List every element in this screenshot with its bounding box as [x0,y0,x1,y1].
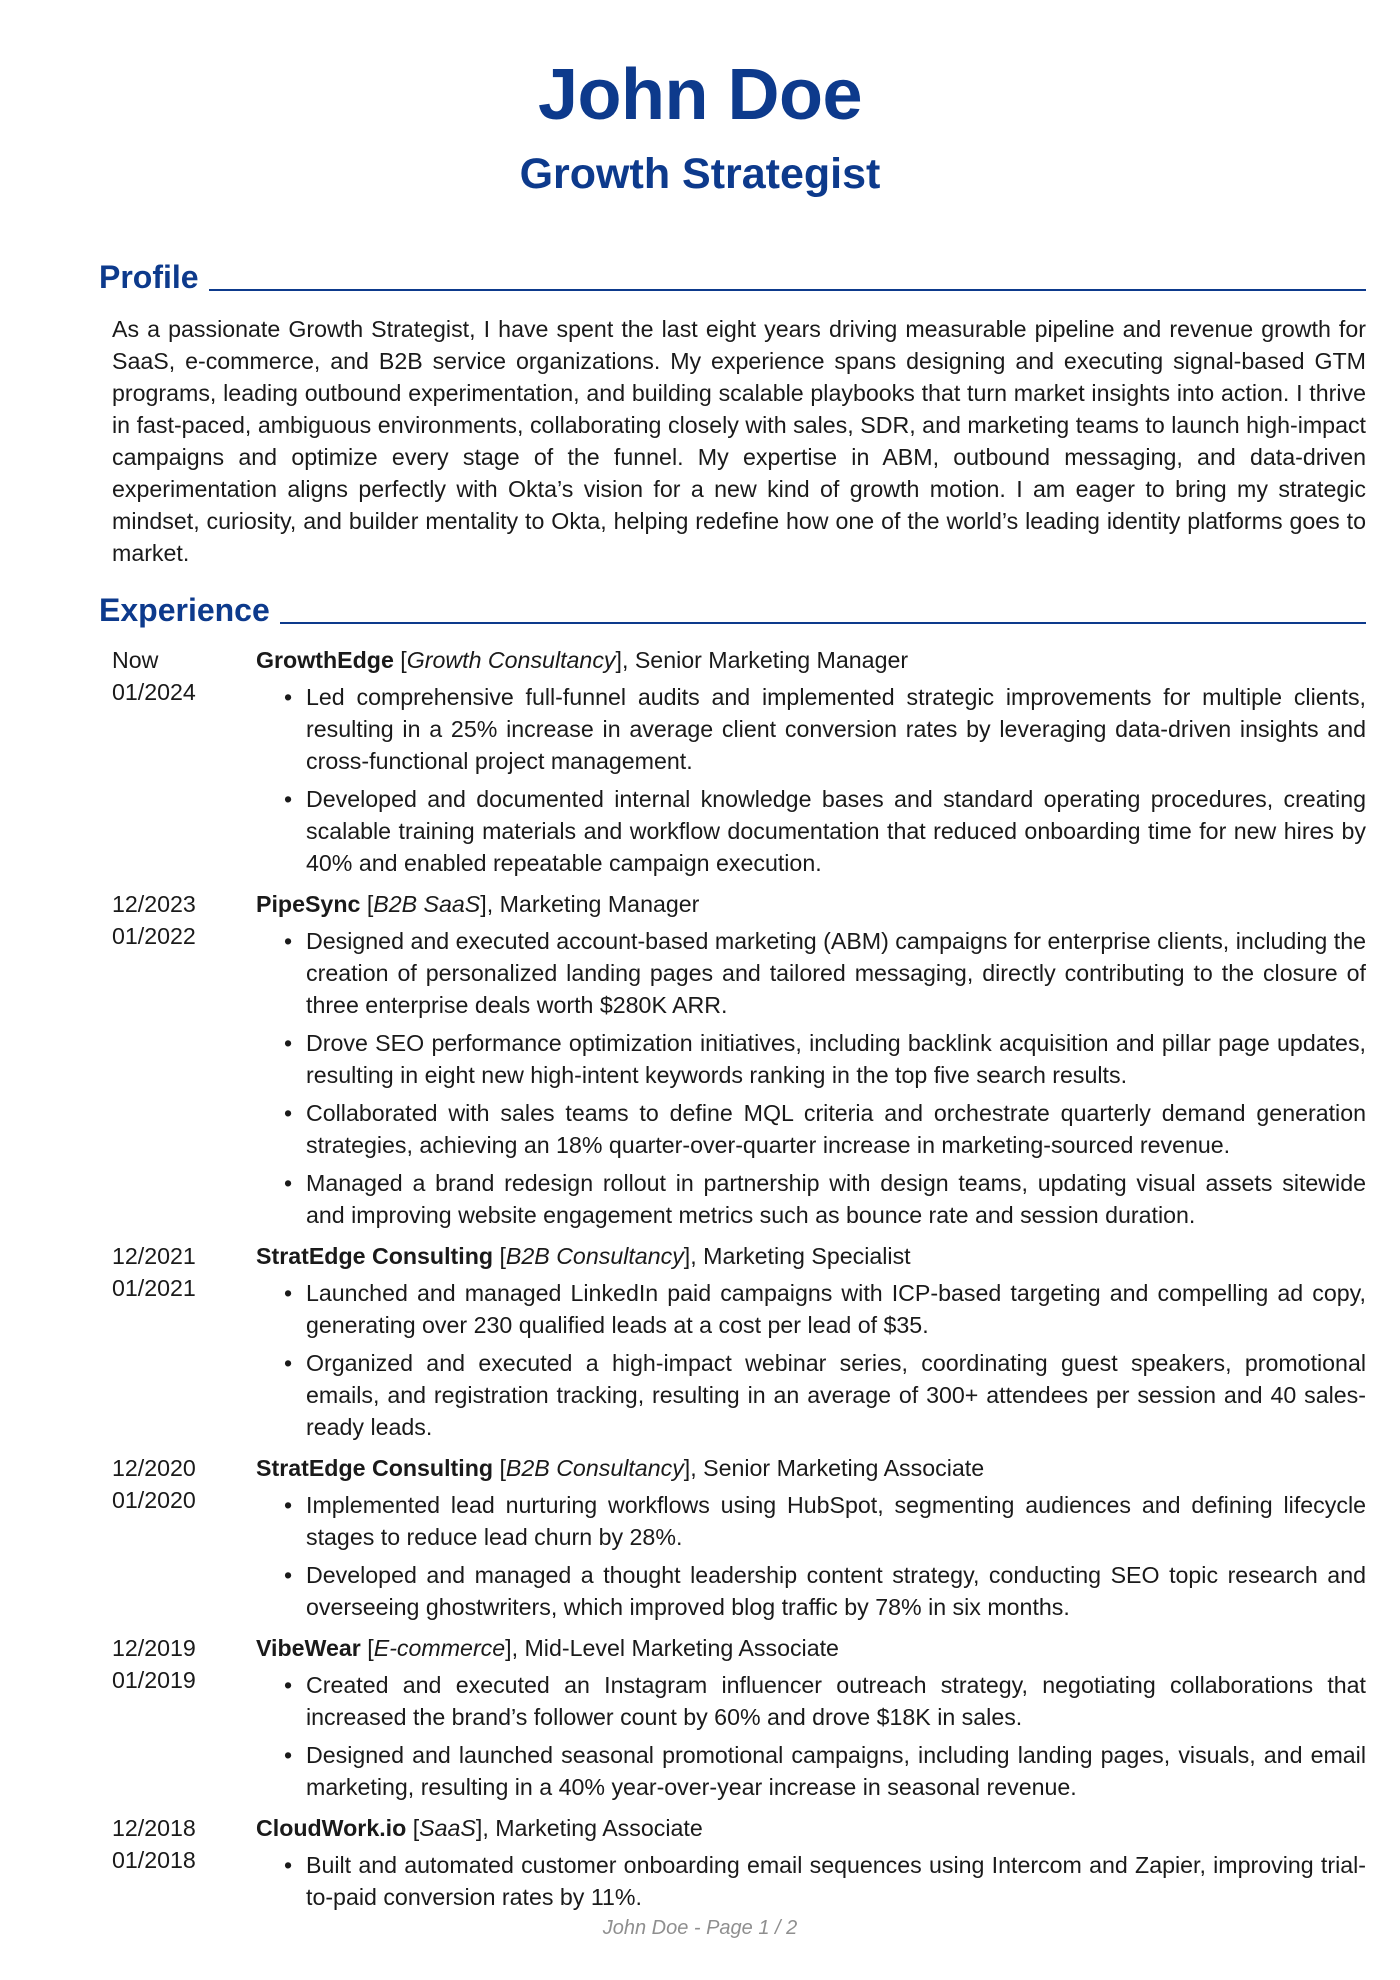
resume-header [0,52,1400,202]
job-details [256,1632,1366,1809]
profile-section-header [99,257,1366,297]
bullet-icon: • [284,1492,293,1518]
job-bullet [256,1027,1366,1091]
bullet-icon: • [284,1562,293,1588]
job-bracket-open: [ [360,891,374,917]
bullet-icon: • [284,1350,293,1376]
job-company: StratEdge Consulting [256,1455,494,1481]
job-bracket-open: [ [493,1455,506,1481]
job-industry: E-commerce [373,1635,506,1661]
bullet-icon: • [284,928,293,954]
job-bracket-open: [ [393,647,407,673]
job-heading [256,1812,1366,1844]
experience-divider [280,622,1366,624]
bullet-icon: • [284,786,293,812]
bullet-icon: • [284,1170,293,1196]
job-role: Senior Marketing Manager [634,647,909,673]
job-bullet [256,1739,1366,1803]
bullet-text: Developed and managed a thought leadership content strategy, conducting SEO topic research and overseeing ghostwriters, which improved blog traffic by 78% in six months. [306,1562,1366,1620]
job-bracket-close: ], [475,1815,496,1841]
bullet-text: Collaborated with sales teams to define MQL criteria and orchestrate quarterly demand generation strategies, achieving an 18% quarter-over-quarter increase in marketing-sourced revenue. [306,1100,1366,1158]
job-bracket-open: [ [493,1243,506,1269]
bullet-icon: • [284,1030,293,1056]
job-bullet [256,1277,1366,1341]
job-end-date: Now [112,647,159,673]
bullet-text: Designed and launched seasonal promotional campaigns, including landing pages, visuals, and email marketing, resulting in a 40% year-over-year increase in seasonal revenue. [306,1742,1366,1800]
job-bullet-list [256,1277,1366,1443]
job-end-date: 12/2019 [112,1635,196,1661]
job-bullet [256,1669,1366,1733]
job-bullet-list [256,1849,1366,1913]
job-role: Mid-Level Marketing Associate [524,1635,839,1661]
job-bullet [256,783,1366,879]
job-end-date: 12/2018 [112,1815,196,1841]
job-industry: SaaS [419,1815,476,1841]
job-industry: B2B Consultancy [505,1243,684,1269]
job-company: StratEdge Consulting [256,1243,494,1269]
job-bullet-list [256,925,1366,1231]
candidate-name: John Doe [537,55,862,135]
job-bullet [256,925,1366,1021]
job-dates [112,1240,256,1449]
profile-heading: Profile [99,259,199,295]
job-heading [256,1632,1366,1664]
bullet-text: Organized and executed a high-impact webinar series, coordinating guest speakers, promotional emails, and registration tracking, resulting in an average of 300+ attendees per session and 40 sales-ready leads. [306,1350,1366,1440]
bullet-text: Drove SEO performance optimization initiatives, including backlink acquisition and pillar page updates, resulting in eight new high-intent keywords ranking in the top five search results. [306,1030,1366,1088]
job-dates [112,644,256,885]
job-end-date: 12/2021 [112,1243,196,1269]
job-industry: B2B SaaS [373,891,481,917]
job-role: Marketing Specialist [703,1243,911,1269]
job-start-date: 01/2019 [112,1667,196,1693]
experience-list [112,644,1366,1922]
bullet-text: Managed a brand redesign rollout in partnership with design teams, updating visual assets sitewide and improving website engagement metrics such as bounce rate and session duration. [306,1170,1366,1228]
job-details [256,644,1366,885]
job-heading [256,1240,1366,1272]
job-details [256,1812,1366,1919]
job-dates [112,1452,256,1629]
experience-entry [112,644,1366,885]
job-start-date: 01/2022 [112,923,196,949]
job-company: GrowthEdge [256,647,394,673]
job-dates [112,1812,256,1919]
job-bullet [256,1849,1366,1913]
job-company: PipeSync [256,891,361,917]
job-details [256,1452,1366,1629]
job-bracket-close: ], [683,1243,704,1269]
bullet-icon: • [284,684,293,710]
job-details [256,1240,1366,1449]
profile-text: As a passionate Growth Strategist, I have spent the last eight years driving measurable pipeline and revenue growth for SaaS, e-commerce, and B2B service organizations. My experience spans designing and executing signal-based GTM programs, leading outbound experimentation, and building scalable playbooks that turn market insights into action. I thrive in fast-paced, ambiguous environments, collaborating closely with sales, SDR, and marketing teams to launch high-impact campaigns and optimize every stage of the funnel. My expertise in ABM, outbound messaging, and data-driven experimentation aligns perfectly with Okta’s vision for a new kind of growth motion. I am eager to bring my strategic mindset, curiosity, and builder mentality to Okta, helping redefine how one of the world’s leading identity platforms goes to market. [112,316,1366,566]
experience-section-header [99,590,1366,630]
job-bullet [256,1097,1366,1161]
job-company: VibeWear [256,1635,361,1661]
job-bullet-list [256,681,1366,879]
job-bullet-list [256,1489,1366,1623]
job-start-date: 01/2024 [112,679,196,705]
job-dates [112,888,256,1237]
job-bullet [256,1347,1366,1443]
job-details [256,888,1366,1237]
bullet-text: Built and automated customer onboarding email sequences using Intercom and Zapier, improving trial-to-paid conversion rates by 11%. [306,1852,1366,1910]
job-heading [256,888,1366,920]
bullet-text: Implemented lead nurturing workflows using HubSpot, segmenting audiences and defining lifecycle stages to reduce lead churn by 28%. [306,1492,1366,1550]
job-bullet [256,681,1366,777]
bullet-icon: • [284,1742,293,1768]
job-bullet [256,1489,1366,1553]
experience-entry [112,1812,1366,1919]
job-end-date: 12/2023 [112,891,196,917]
job-start-date: 01/2018 [112,1847,196,1873]
bullet-text: Led comprehensive full-funnel audits and implemented strategic improvements for multiple clients, resulting in a 25% increase in average client conversion rates by leveraging data-driven insights and cross-functional project management. [306,684,1366,774]
job-start-date: 01/2021 [112,1275,196,1301]
bullet-icon: • [284,1672,293,1698]
experience-entry [112,1632,1366,1809]
job-start-date: 01/2020 [112,1487,196,1513]
bullet-text: Created and executed an Instagram influencer outreach strategy, negotiating collaborations that increased the brand’s follower count by 60% and drove $18K in sales. [306,1672,1366,1730]
job-bracket-open: [ [360,1635,374,1661]
job-bullet [256,1559,1366,1623]
job-bracket-open: [ [406,1815,420,1841]
job-end-date: 12/2020 [112,1455,196,1481]
experience-entry [112,888,1366,1237]
job-heading [256,644,1366,676]
job-bracket-close: ], [480,891,500,917]
experience-heading: Experience [99,592,270,628]
bullet-icon: • [284,1280,293,1306]
job-role: Senior Marketing Associate [703,1455,985,1481]
job-heading [256,1452,1366,1484]
job-bracket-close: ], [505,1635,525,1661]
job-bracket-close: ], [683,1455,704,1481]
bullet-icon: • [284,1852,293,1878]
job-company: CloudWork.io [256,1815,407,1841]
job-industry: Growth Consultancy [406,647,616,673]
profile-divider [209,289,1366,291]
experience-entry [112,1452,1366,1629]
experience-entry [112,1240,1366,1449]
bullet-icon: • [284,1100,293,1126]
bullet-text: Developed and documented internal knowledge bases and standard operating procedures, creating scalable training materials and workflow documentation that reduced onboarding time for new hires by 40% and enabled repeatable campaign execution. [306,786,1366,876]
job-role: Marketing Manager [499,891,700,917]
candidate-title: Growth Strategist [519,150,881,198]
job-bullet [256,1167,1366,1231]
bullet-text: Designed and executed account-based marketing (ABM) campaigns for enterprise clients, including the creation of personalized landing pages and tailored messaging, directly contributing to the closure of three enterprise deals worth $280K ARR. [306,928,1366,1018]
job-dates [112,1632,256,1809]
page-footer: John Doe - Page 1 / 2 [602,1917,798,1939]
job-bullet-list [256,1669,1366,1803]
job-industry: B2B Consultancy [505,1455,684,1481]
job-role: Marketing Associate [495,1815,703,1841]
bullet-text: Launched and managed LinkedIn paid campaigns with ICP-based targeting and compelling ad copy, generating over 230 qualified leads at a cost per lead of $35. [306,1280,1366,1338]
job-bracket-close: ], [615,647,635,673]
